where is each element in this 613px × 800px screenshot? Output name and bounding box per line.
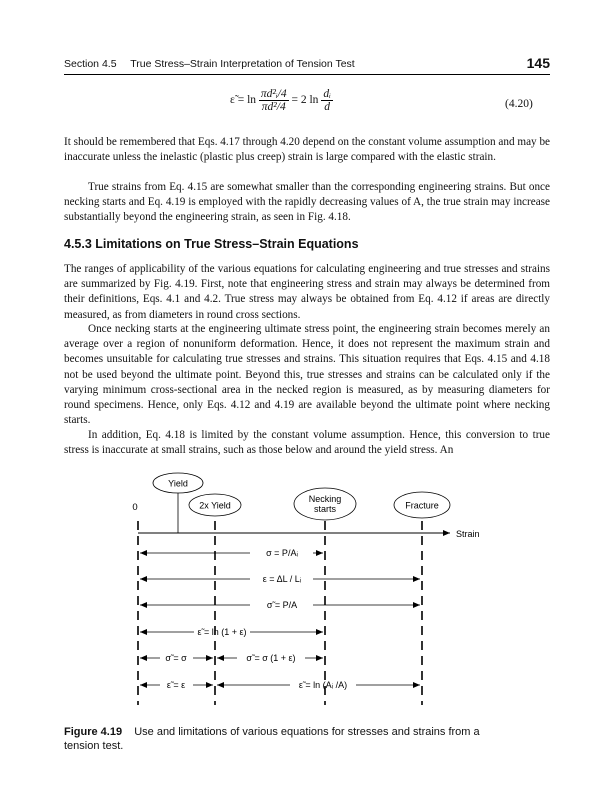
header-section: Section 4.5: [64, 58, 117, 70]
eq-sigma-true-conv: σ̃ = σ (1 + ε): [246, 653, 296, 663]
label-fracture-text: Fracture: [405, 500, 439, 511]
eq-eps-true-area: ε̃ = ln (Aᵢ /A): [298, 680, 348, 690]
eq-num-1: πd²ᵢ/4: [260, 88, 287, 100]
paragraph-3: The ranges of applicability of the various equations for calculating engineering and true stresses and strains are summarized by Fig. 4.19. First, note that engineering stress and strain may always be determined from their definitions, Eqs. 4.1 and 4.2. True stress may always be obtained from Eq. 4.12 if areas are directly measured, as from diameters in round cross sections.: [64, 263, 550, 321]
eq-lhs: ε̃ = ln: [230, 94, 257, 107]
label-necking-line2: starts: [313, 504, 337, 514]
paragraph-5: In addition, Eq. 4.18 is limited by the constant volume assumption. Hence, this conversion to true stress is inaccurate at small strains, such as those below and around the yield stress. An: [64, 429, 550, 457]
label-fracture: [394, 492, 450, 518]
paragraph-2: True strains from Eq. 4.15 are somewhat smaller than the corresponding engineering strains. But once necking starts and Eq. 4.19 is employed with the rapidly decreasing values of A, the true strain may increase substantially beyond the engineering strain, as seen in Fig. 4.18.: [64, 181, 550, 224]
page-number: 145: [526, 55, 550, 71]
section-heading: 4.5.3 Limitations on True Stress–Strain Equations: [64, 237, 359, 251]
label-2x-yield: [189, 494, 241, 516]
eq-true-stress: σ̃ = P/A: [266, 600, 298, 610]
label-necking-starts: [294, 488, 356, 520]
paragraph-4: Once necking starts at the engineering ultimate stress point, the engineering strain becomes merely an average over a region of nonuniform deformation. Hence, it does not represent the maximum strain and becomes unsuitable for calculating true stresses and strains. This situation requires that Eqs. 4.15 and 4.18 not be used beyond the ultimate point. Beyond this, true stresses and strains can be calculated only if the varying minimum cross-sectional area in the necked region is measured, as by measuring diameters for round specimens. Hence, only Eqs. 4.12 and 4.19 are available beyond the ultimate point where necking starts.: [64, 323, 550, 427]
label-necking-line1: Necking: [308, 494, 342, 504]
eq-den-1: πd²/4: [261, 101, 286, 113]
eq-den-2: d: [324, 101, 330, 113]
eq-mid: = 2 ln: [291, 94, 319, 107]
eq-true-strain-ln: ε̃ = ln (1 + ε): [197, 627, 247, 637]
eq-eps-equal: ε̃ = ε: [166, 680, 186, 690]
eq-eps-eng: ε = ΔL / Lᵢ: [262, 574, 302, 584]
label-2x-yield-text: 2x Yield: [199, 500, 231, 511]
label-yield-text: Yield: [168, 478, 188, 489]
label-zero: 0: [132, 502, 138, 513]
caption-text: Use and limitations of various equations for stresses and strains from a tension test.: [64, 726, 480, 752]
eq-num-2: dᵢ: [323, 88, 331, 100]
equation-number: (4.20): [505, 98, 533, 110]
figure-caption: [64, 725, 504, 753]
axis-label-strain: Strain: [456, 529, 480, 539]
eq-sigma-equal: σ̃ = σ: [165, 653, 187, 663]
paragraph-1: It should be remembered that Eqs. 4.17 through 4.20 depend on the constant volume assumption and may be inaccurate unless the inelastic (plastic plus creep) strain is large compared with the elastic strain.: [64, 136, 550, 164]
caption-label: Figure 4.19: [64, 726, 123, 738]
header-title: True Stress–Strain Interpretation of Tension Test: [130, 58, 355, 70]
label-yield: [153, 473, 203, 493]
eq-sigma-eng: σ = P/Aᵢ: [266, 548, 298, 558]
